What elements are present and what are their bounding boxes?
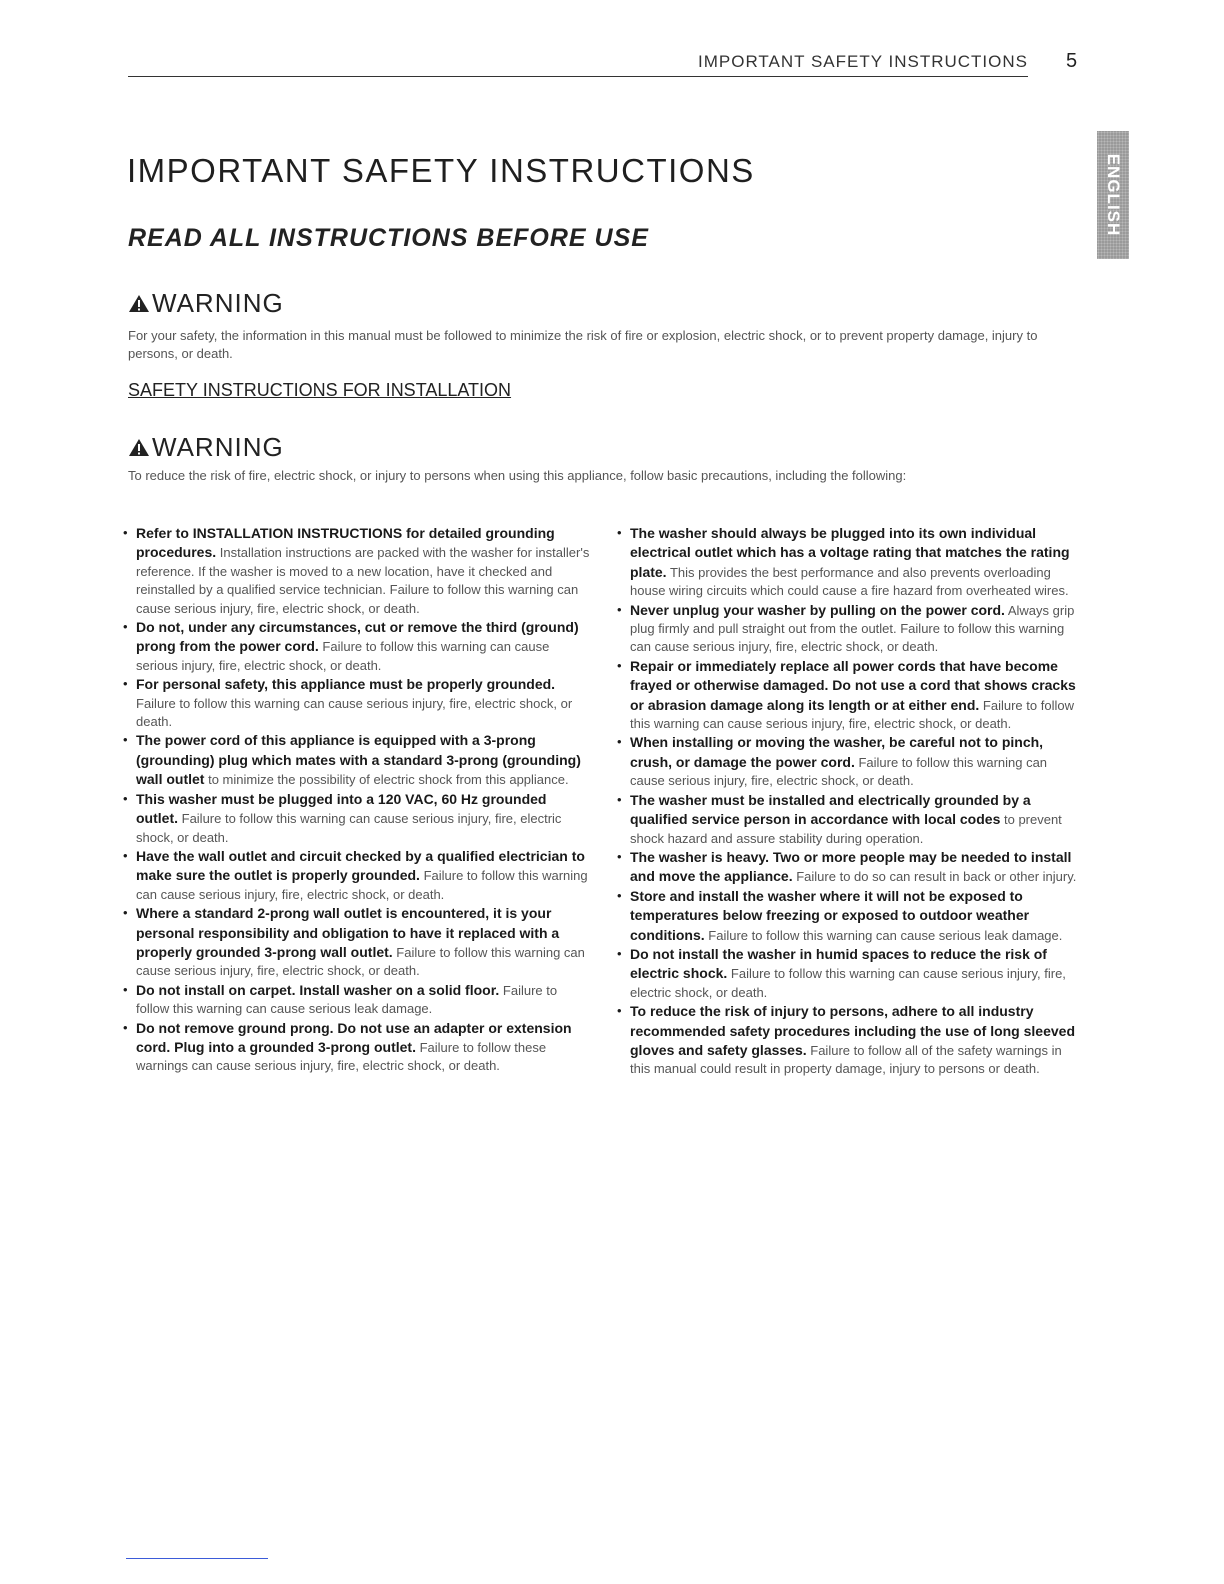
instruction-bold: The washer must be installed and electrically grounded by a qualified service person in accordance with local codes: [630, 791, 1031, 828]
instruction-bold: Refer to INSTALLATION INSTRUCTIONS for detailed grounding procedures.: [136, 525, 555, 561]
bullet: •: [123, 676, 128, 692]
bullet: •: [617, 601, 622, 617]
instruction-text: Failure to follow this warning can cause serious injury, fire, electric shock, or death.: [136, 695, 573, 730]
instruction-item: [120, 731, 590, 789]
instruction-text: Failure to follow this warning can cause serious leak damage.: [708, 927, 1063, 943]
bullet: •: [123, 981, 128, 997]
instruction-text: Failure to follow this warning can cause serious injury, fire, electric shock, or death.: [630, 966, 1066, 1000]
bullet: •: [123, 619, 128, 635]
instruction-bold: Do not install on carpet. Install washer on a solid floor.: [136, 981, 500, 998]
language-tab: [1097, 131, 1129, 259]
instruction-item: [120, 981, 590, 1019]
page-subtitle: READ ALL INSTRUCTIONS BEFORE USE: [128, 224, 649, 252]
instruction-text: Always grip plug firmly and pull straight out from the outlet. Failure to follow this warning can cause serious injury, fire, electric shock, or death.: [630, 602, 1075, 655]
bullet: •: [123, 1019, 128, 1035]
instruction-item: [614, 848, 1084, 887]
instruction-bold: Do not install the washer in humid spaces to reduce the risk of electric shock.: [630, 945, 1047, 982]
instruction-text: Failure to follow this warning can cause serious injury, fire, electric shock, or death.: [136, 868, 588, 902]
page-number: 5: [1066, 50, 1078, 72]
instruction-text: to prevent shock hazard and assure stability during operation.: [630, 812, 1062, 846]
footer-rule: [126, 1558, 268, 1559]
instruction-item: [120, 847, 590, 904]
language-tab-label: ENGLISH: [1104, 153, 1123, 237]
instruction-item: [614, 945, 1084, 1002]
instruction-bold: Where a standard 2-prong wall outlet is encountered, it is your personal responsibility and obligation to have it replaced with a properly grounded 3-prong wall outlet.: [136, 905, 560, 960]
instruction-text: Failure to follow this warning can cause serious leak damage.: [136, 982, 558, 1017]
instruction-bold: When installing or moving the washer, be careful not to pinch, crush, or damage the power cord.: [630, 734, 1044, 770]
bullet: •: [617, 887, 622, 903]
instruction-item: [614, 733, 1084, 790]
instruction-text: Failure to follow this warning can cause serious injury, fire, electric shock, or death.: [630, 697, 1074, 732]
warning-heading: [128, 288, 284, 319]
bullet: •: [617, 525, 622, 540]
instruction-text: This provides the best performance and also prevents overloading house wiring circuits which could cause a fire hazard from overheated wires.: [630, 564, 1069, 599]
instruction-bold: Never unplug your washer by pulling on the power cord.: [630, 601, 1005, 618]
section-heading: SAFETY INSTRUCTIONS FOR INSTALLATION: [128, 380, 512, 400]
instruction-bold: For personal safety, this appliance must be properly grounded.: [136, 676, 556, 693]
instruction-item: [120, 675, 590, 731]
instruction-item: [120, 790, 590, 847]
instructions-left-column: [120, 524, 590, 1076]
instruction-text: to minimize the possibility of electric shock from this appliance.: [208, 772, 569, 788]
instruction-bold: The power cord of this appliance is equipped with a 3-prong (grounding) plug which mates with a standard 3-prong (grounding) wall outlet: [136, 732, 581, 788]
instruction-bold: The washer should always be plugged into its own individual electrical outlet which has a voltage rating that matches the rating plate.: [630, 525, 1070, 580]
warning-heading-label: WARNING: [152, 432, 284, 462]
instruction-text: Failure to follow this warning can cause serious injury, fire, electric shock, or death.: [136, 811, 562, 845]
bullet: •: [123, 732, 128, 748]
bullet: •: [123, 905, 128, 921]
instruction-text: Failure to follow these warnings can cause serious injury, fire, electric shock, or death.: [136, 1039, 547, 1074]
bullet: •: [617, 945, 622, 961]
instruction-bold: To reduce the risk of injury to persons, adhere to all industry recommended safety procedures including the use of long sleeved gloves and safety glasses.: [630, 1003, 1075, 1058]
bullet: •: [123, 790, 128, 806]
instruction-item: [614, 791, 1084, 848]
instruction-text: Failure to follow all of the safety warnings in this manual could result in property damage, injury to persons or death.: [630, 1042, 1062, 1077]
instruction-item: [120, 618, 590, 675]
instruction-bold: Do not remove ground prong. Do not use an adapter or extension cord. Plug into a grounded 3-prong outlet.: [136, 1019, 572, 1055]
instruction-bold: Have the wall outlet and circuit checked by a qualified electrician to make sure the outlet is properly grounded.: [136, 847, 585, 884]
bullet: •: [617, 848, 622, 864]
bullet: •: [617, 657, 622, 673]
warning-heading-label: WARNING: [152, 288, 284, 318]
bullet: •: [123, 525, 128, 540]
instruction-bold: Do not, under any circumstances, cut or remove the third (ground) prong from the power cord.: [136, 619, 579, 655]
warning-heading: [128, 432, 284, 463]
warning-triangle-icon: [128, 294, 150, 313]
page-title: IMPORTANT SAFETY INSTRUCTIONS: [127, 152, 755, 189]
instructions-right-column: [614, 524, 1084, 1079]
instruction-item: [614, 1002, 1084, 1079]
instruction-item: [614, 601, 1084, 657]
running-header: [128, 48, 1028, 77]
instruction-item: [120, 1019, 590, 1076]
bullet: •: [617, 734, 622, 750]
instruction-item: [614, 524, 1084, 601]
instruction-text: Failure to follow this warning can cause serious injury, fire, electric shock, or death.: [630, 754, 1048, 789]
warning-text: For your safety, the information in this manual must be followed to minimize the risk of fire or explosion, electric shock, or to prevent property damage, injury to persons, or death.: [128, 328, 1038, 361]
running-header-title: IMPORTANT SAFETY INSTRUCTIONS: [698, 52, 1028, 71]
instruction-item: [120, 524, 590, 618]
bullet: •: [617, 791, 622, 807]
instruction-item: [120, 904, 590, 981]
bullet: •: [123, 847, 128, 863]
warning-triangle-icon: [128, 438, 150, 457]
instruction-bold: The washer is heavy. Two or more people may be needed to install and move the appliance.: [630, 848, 1072, 885]
instruction-bold: Repair or immediately replace all power cords that have become frayed or otherwise damaged. Do not use a cord that shows cracks or abrasion damage along its length or at either end.: [630, 657, 1076, 713]
warning-text: To reduce the risk of fire, electric shock, or injury to persons when using this appliance, follow basic precautions, including the following:: [128, 468, 907, 483]
instruction-bold: Store and install the washer where it will not be exposed to temperatures below freezing or exposed to outdoor weather conditions.: [630, 887, 1030, 943]
instruction-item: [614, 657, 1084, 734]
instruction-text: Failure to follow this warning can cause serious injury, fire, electric shock, or death.: [136, 639, 550, 673]
bullet: •: [617, 1003, 622, 1019]
instruction-text: Failure to do so can result in back or other injury.: [796, 869, 1077, 885]
instruction-text: Installation instructions are packed with the washer for installer's reference. If the washer is moved to a new location, have it checked and reinstalled by a qualified service technician. Failure to follow this warning can cause serious injury, fire, electric shock, or death.: [136, 545, 590, 616]
instruction-text: Failure to follow this warning can cause serious injury, fire, electric shock, or death.: [136, 944, 585, 979]
instruction-item: [614, 887, 1084, 945]
instruction-bold: This washer must be plugged into a 120 VAC, 60 Hz grounded outlet.: [136, 790, 547, 827]
